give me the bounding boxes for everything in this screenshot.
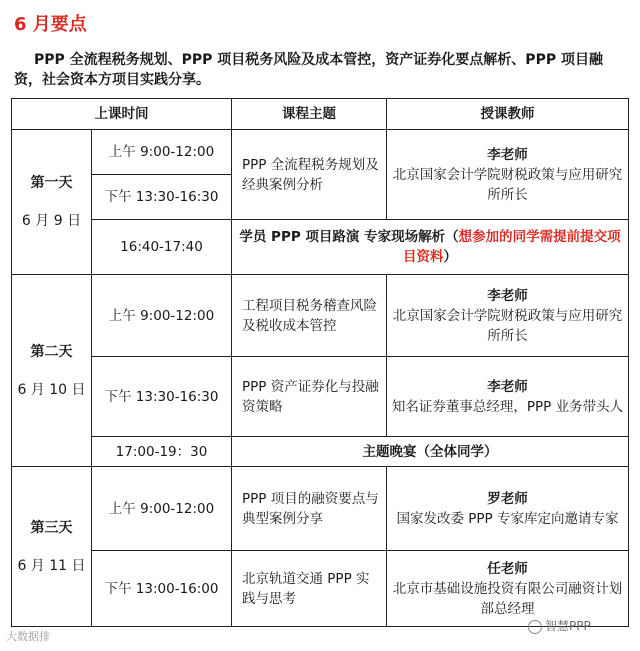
table-row [12,437,629,467]
teacher-name: 李老师 [487,378,528,395]
teacher-title: 知名证券董事总经理，PPP 业务带头人 [391,398,624,415]
teacher-cell [387,130,629,220]
session-time: 上午 9:00-12:00 [92,467,232,551]
day-cell [12,130,92,275]
session-topic: 工程项目税务稽查风险及税收成本管控 [232,275,387,357]
page-title: 6 月要点 [14,14,87,35]
session-topic: PPP 全流程税务规划及经典案例分析 [232,130,387,220]
session-topic: PPP 资产证券化与投融资策略 [232,357,387,437]
teacher-cell [387,551,629,627]
special-event-tail: ） [443,249,457,265]
table-row [12,275,629,357]
special-time: 17:00-19：30 [92,437,232,467]
special-event-text: 学员 PPP 项目路演 专家现场解析（ [239,229,459,245]
header-teacher: 授课教师 [387,99,629,130]
day-name: 第三天 [30,519,73,536]
day-name: 第一天 [30,175,73,191]
special-time: 16:40-17:40 [92,220,232,275]
table-header-row [12,99,629,130]
header-topic: 课程主题 [232,99,387,130]
special-event [232,220,629,275]
day-cell [12,275,92,467]
day-cell [12,467,92,627]
intro-paragraph: PPP 全流程税务规划、PPP 项目税务风险及成本管控，资产证券化要点解析、PPP 项目融资，社会资本方项目实践分享。 [14,52,603,88]
teacher-name: 李老师 [487,146,528,163]
table-row [12,220,629,275]
special-event: 主题晚宴（全体同学） [232,437,629,467]
watermark-left: 大数据排 [6,630,50,643]
teacher-cell [387,275,629,357]
day-date: 6 月 10 日 [17,381,86,398]
session-time: 下午 13:30-16:30 [92,175,232,220]
session-topic: 北京轨道交通 PPP 实践与思考 [232,551,387,627]
teacher-title: 北京市基础设施投资有限公司融资计划部总经理 [392,580,623,617]
session-time: 上午 9:00-12:00 [92,130,232,175]
teacher-cell [387,467,629,551]
teacher-name: 任老师 [487,560,528,577]
table-row [12,130,629,175]
header-time: 上课时间 [12,99,232,130]
session-time: 下午 13:00-16:00 [92,551,232,627]
teacher-cell [387,357,629,437]
watermark-right [528,617,591,634]
special-event-note: 想参加的同学需提前提交项目资料 [403,229,621,265]
day-name: 第二天 [30,343,73,360]
watermark-right-text: 智慧PPP [545,619,591,633]
table-row [12,467,629,551]
table-row [12,551,629,627]
session-time: 上午 9:00-12:00 [92,275,232,357]
teacher-name: 罗老师 [487,490,528,507]
table-row [12,357,629,437]
teacher-title: 北京国家会计学院财税政策与应用研究所所长 [392,307,623,344]
session-time: 下午 13:30-16:30 [92,357,232,437]
session-topic: PPP 项目的融资要点与典型案例分享 [232,467,387,551]
day-date: 6 月 11 日 [17,557,86,574]
schedule-table [11,98,629,627]
wechat-logo-icon [528,620,542,634]
teacher-name: 李老师 [487,287,528,304]
teacher-title: 国家发改委 PPP 专家库定向邀请专家 [396,510,619,527]
day-date: 6 月 9 日 [21,213,82,229]
teacher-title: 北京国家会计学院财税政策与应用研究所所长 [392,166,623,203]
